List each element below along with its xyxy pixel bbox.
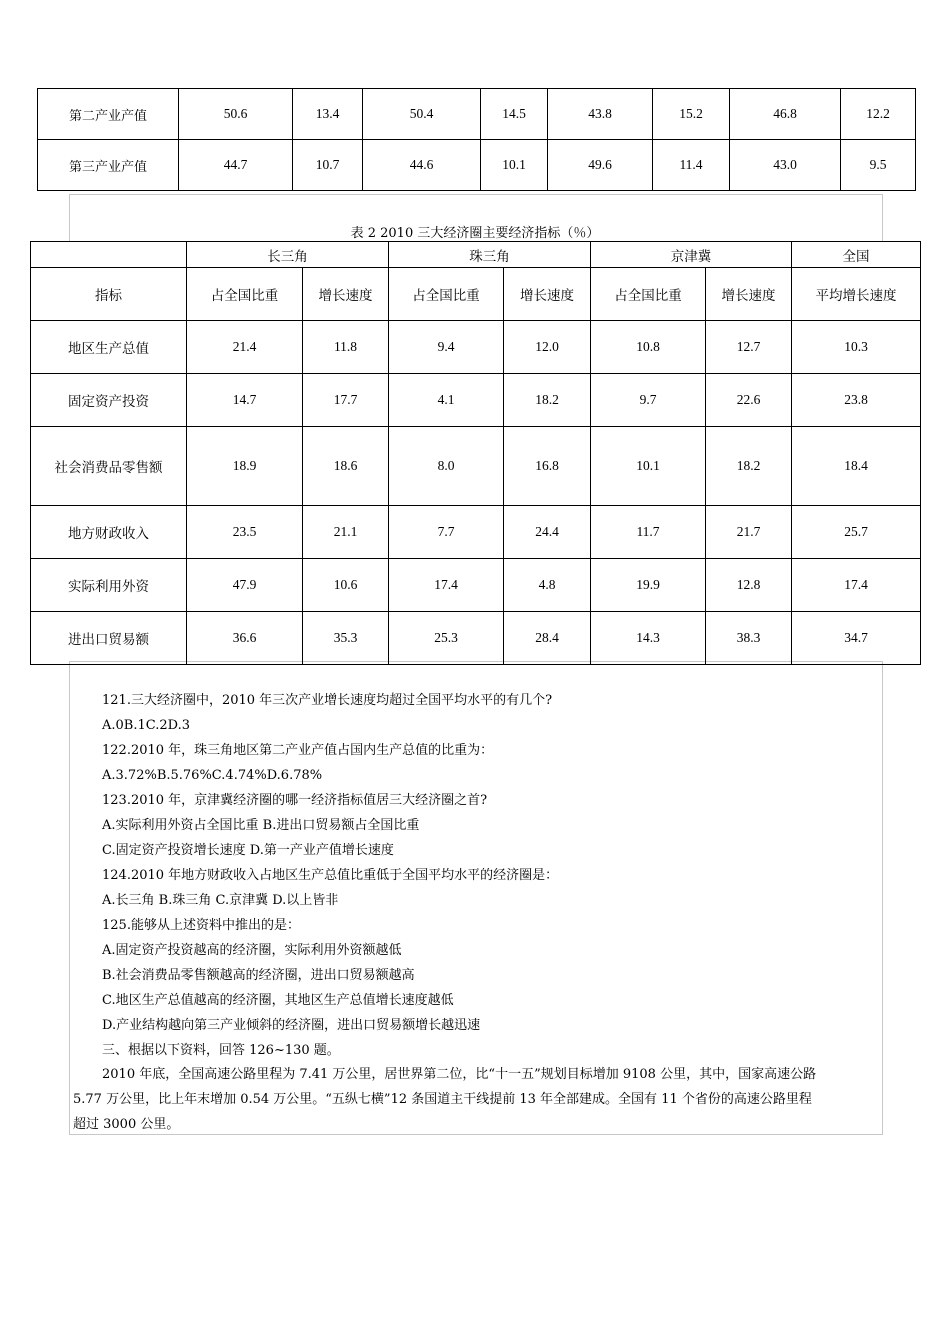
question-line: A.固定资产投资越高的经济圈，实际利用外资额越低 bbox=[102, 943, 402, 958]
value-cell: 24.4 bbox=[504, 506, 591, 559]
value-cell: 4.1 bbox=[389, 374, 504, 427]
value-cell: 9.7 bbox=[591, 374, 706, 427]
subheader-cell: 占全国比重 bbox=[389, 268, 504, 321]
subheader-cell: 平均增长速度 bbox=[792, 268, 921, 321]
indicator-cell: 地方财政收入 bbox=[31, 506, 187, 559]
value-cell: 36.6 bbox=[187, 612, 303, 665]
subheader-cell: 占全国比重 bbox=[187, 268, 303, 321]
value-cell: 11.4 bbox=[653, 140, 730, 191]
table2-row bbox=[31, 427, 921, 506]
table2-subheader-row bbox=[31, 268, 921, 321]
value-cell: 21.1 bbox=[303, 506, 389, 559]
group-header-cell: 长三角 bbox=[187, 242, 389, 268]
value-cell: 16.8 bbox=[504, 427, 591, 506]
value-cell: 23.5 bbox=[187, 506, 303, 559]
value-cell: 50.4 bbox=[363, 89, 481, 140]
value-cell: 43.8 bbox=[548, 89, 653, 140]
value-cell: 44.7 bbox=[179, 140, 293, 191]
value-cell: 34.7 bbox=[792, 612, 921, 665]
table2-row bbox=[31, 559, 921, 612]
value-cell: 10.7 bbox=[293, 140, 363, 191]
value-cell: 14.3 bbox=[591, 612, 706, 665]
value-cell: 18.2 bbox=[504, 374, 591, 427]
value-cell: 10.1 bbox=[591, 427, 706, 506]
indicator-cell: 地区生产总值 bbox=[31, 321, 187, 374]
value-cell: 43.0 bbox=[730, 140, 841, 191]
group-header-cell: 京津冀 bbox=[591, 242, 792, 268]
subheader-cell: 占全国比重 bbox=[591, 268, 706, 321]
question-line: C.固定资产投资增长速度 D.第一产业产值增长速度 bbox=[102, 843, 394, 858]
indicator-cell: 固定资产投资 bbox=[31, 374, 187, 427]
value-cell: 11.7 bbox=[591, 506, 706, 559]
table2-corner-cell bbox=[31, 242, 187, 268]
value-cell: 44.6 bbox=[363, 140, 481, 191]
value-cell: 47.9 bbox=[187, 559, 303, 612]
table2-row bbox=[31, 612, 921, 665]
value-cell: 15.2 bbox=[653, 89, 730, 140]
question-line: A.长三角 B.珠三角 C.京津冀 D.以上皆非 bbox=[102, 893, 339, 908]
question-line: 三、根据以下资料，回答 126~130 题。 bbox=[102, 1043, 340, 1058]
value-cell: 17.7 bbox=[303, 374, 389, 427]
value-cell: 18.4 bbox=[792, 427, 921, 506]
value-cell: 13.4 bbox=[293, 89, 363, 140]
value-cell: 12.8 bbox=[706, 559, 792, 612]
value-cell: 46.8 bbox=[730, 89, 841, 140]
row-label-cell: 第三产业产值 bbox=[38, 140, 179, 191]
value-cell: 4.8 bbox=[504, 559, 591, 612]
table2-row bbox=[31, 506, 921, 559]
value-cell: 10.8 bbox=[591, 321, 706, 374]
value-cell: 12.2 bbox=[841, 89, 916, 140]
question-line: D.产业结构越向第三产业倾斜的经济圈，进出口贸易额增长越迅速 bbox=[102, 1018, 481, 1033]
indicator-header-cell: 指标 bbox=[31, 268, 187, 321]
value-cell: 9.5 bbox=[841, 140, 916, 191]
value-cell: 18.9 bbox=[187, 427, 303, 506]
indicator-cell: 实际利用外资 bbox=[31, 559, 187, 612]
value-cell: 10.6 bbox=[303, 559, 389, 612]
table2-group-header-row bbox=[31, 242, 921, 268]
value-cell: 14.5 bbox=[481, 89, 548, 140]
subheader-cell: 增长速度 bbox=[504, 268, 591, 321]
value-cell: 7.7 bbox=[389, 506, 504, 559]
value-cell: 21.4 bbox=[187, 321, 303, 374]
value-cell: 9.4 bbox=[389, 321, 504, 374]
indicator-cell: 社会消费品零售额 bbox=[31, 427, 187, 506]
question-line: 121.三大经济圈中，2010 年三次产业增长速度均超过全国平均水平的有几个? bbox=[102, 693, 553, 708]
value-cell: 49.6 bbox=[548, 140, 653, 191]
group-header-cell: 全国 bbox=[792, 242, 921, 268]
top-table-row bbox=[38, 89, 916, 140]
question-line: A.3.72%B.5.76%C.4.74%D.6.78% bbox=[102, 768, 323, 783]
value-cell: 22.6 bbox=[706, 374, 792, 427]
value-cell: 10.3 bbox=[792, 321, 921, 374]
value-cell: 28.4 bbox=[504, 612, 591, 665]
question-line: C.地区生产总值越高的经济圈，其地区生产总值增长速度越低 bbox=[102, 993, 454, 1008]
value-cell: 23.8 bbox=[792, 374, 921, 427]
value-cell: 11.8 bbox=[303, 321, 389, 374]
indicator-cell: 进出口贸易额 bbox=[31, 612, 187, 665]
value-cell: 35.3 bbox=[303, 612, 389, 665]
value-cell: 38.3 bbox=[706, 612, 792, 665]
value-cell: 8.0 bbox=[389, 427, 504, 506]
subheader-cell: 增长速度 bbox=[303, 268, 389, 321]
question-line: 122.2010 年，珠三角地区第二产业产值占国内生产总值的比重为： bbox=[102, 743, 494, 758]
paragraph-line: 2010 年底，全国高速公路里程为 7.41 万公里，居世界第二位，比“十一五”规划目标增加 9108 公里，其中，国家高速公路 bbox=[102, 1067, 817, 1082]
value-cell: 18.6 bbox=[303, 427, 389, 506]
question-line: A.实际利用外资占全国比重 B.进出口贸易额占全国比重 bbox=[102, 818, 420, 833]
group-header-cell: 珠三角 bbox=[389, 242, 591, 268]
value-cell: 19.9 bbox=[591, 559, 706, 612]
value-cell: 25.3 bbox=[389, 612, 504, 665]
paragraph-line: 5.77 万公里，比上年末增加 0.54 万公里。“五纵七横”12 条国道主干线提前 13 年全部建成。全国有 11 个省份的高速公路里程 bbox=[73, 1092, 812, 1107]
row-label-cell: 第二产业产值 bbox=[38, 89, 179, 140]
top-table-row bbox=[38, 140, 916, 191]
table2-caption: 表 2 2010 三大经济圈主要经济指标（％） bbox=[350, 226, 600, 241]
value-cell: 10.1 bbox=[481, 140, 548, 191]
value-cell: 17.4 bbox=[792, 559, 921, 612]
question-line: 124.2010 年地方财政收入占地区生产总值比重低于全国平均水平的经济圈是： bbox=[102, 868, 559, 883]
value-cell: 21.7 bbox=[706, 506, 792, 559]
paragraph-line: 超过 3000 公里。 bbox=[73, 1117, 180, 1132]
table2-row bbox=[31, 321, 921, 374]
table2 bbox=[30, 241, 921, 665]
subheader-cell: 增长速度 bbox=[706, 268, 792, 321]
value-cell: 12.0 bbox=[504, 321, 591, 374]
question-list bbox=[102, 688, 882, 1063]
question-line: A.0B.1C.2D.3 bbox=[102, 718, 190, 733]
value-cell: 50.6 bbox=[179, 89, 293, 140]
question-line: 123.2010 年，京津冀经济圈的哪一经济指标值居三大经济圈之首? bbox=[102, 793, 488, 808]
value-cell: 18.2 bbox=[706, 427, 792, 506]
value-cell: 17.4 bbox=[389, 559, 504, 612]
value-cell: 14.7 bbox=[187, 374, 303, 427]
value-cell: 12.7 bbox=[706, 321, 792, 374]
question-line: 125.能够从上述资料中推出的是： bbox=[102, 918, 300, 933]
table2-row bbox=[31, 374, 921, 427]
question-line: B.社会消费品零售额越高的经济圈，进出口贸易额越高 bbox=[102, 968, 415, 983]
value-cell: 25.7 bbox=[792, 506, 921, 559]
top-continuation-table bbox=[37, 88, 916, 191]
material-paragraph bbox=[73, 1062, 851, 1137]
